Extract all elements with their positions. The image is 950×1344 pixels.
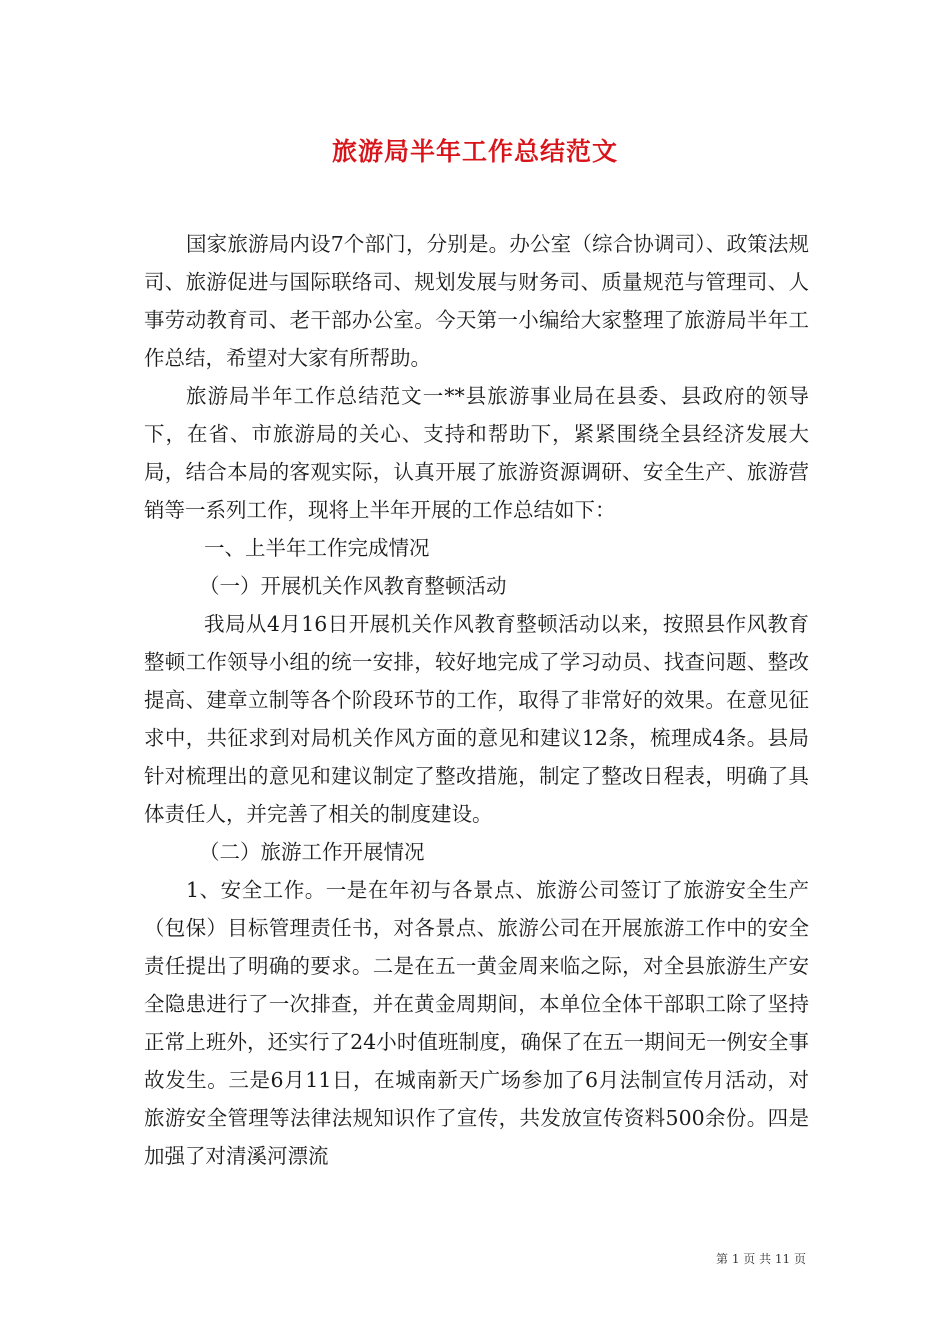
heading-subsection-1: （一）开展机关作风教育整顿活动: [199, 574, 507, 598]
page-number: 第 1 页 共 11 页: [716, 1252, 806, 1266]
heading-section-1: 一、上半年工作完成情况: [204, 536, 430, 560]
document-body: [144, 225, 809, 1175]
paragraph-rectification: 我局从4月16日开展机关作风教育整顿活动以来，按照县作风教育整顿工作领导小组的统一安排，较好地完成了学习动员、找查问题、整改提高、建章立制等各个阶段环节的工作，取得了非常好的效果。在意见征求中，共征求到对局机关作风方面的意见和建议12条，梳理成4条。县局针对梳理出的意见和建议制定了整改措施，制定了整改日程表，明确了具体责任人，并完善了相关的制度建设。: [144, 612, 809, 826]
document-title: 旅游局半年工作总结范文: [331, 137, 618, 166]
paragraph-summary: 旅游局半年工作总结范文一**县旅游事业局在县委、县政府的领导下，在省、市旅游局的关心、支持和帮助下，紧紧围绕全县经济发展大局，结合本局的客观实际，认真开展了旅游资源调研、安全生产、旅游营销等一系列工作，现将上半年开展的工作总结如下：: [144, 384, 809, 522]
paragraph-intro: 国家旅游局内设7个部门，分别是。办公室（综合协调司）、政策法规司、旅游促进与国际联络司、规划发展与财务司、质量规范与管理司、人事劳动教育司、老干部办公室。今天第一小编给大家整理了旅游局半年工作总结，希望对大家有所帮助。: [144, 232, 809, 370]
heading-subsection-2: （二）旅游工作开展情况: [199, 840, 425, 864]
paragraph-safety: 1、安全工作。一是在年初与各景点、旅游公司签订了旅游安全生产（包保）目标管理责任书，对各景点、旅游公司在开展旅游工作中的安全责任提出了明确的要求。二是在五一黄金周来临之际，对全县旅游生产安全隐患进行了一次排查，并在黄金周期间，本单位全体干部职工除了坚持正常上班外，还实行了24小时值班制度，确保了在五一期间无一例安全事故发生。三是6月11日，在城南新天广场参加了6月法制宣传月活动，对旅游安全管理等法律法规知识作了宣传，共发放宣传资料500余份。四是加强了对清溪河漂流: [144, 878, 809, 1168]
